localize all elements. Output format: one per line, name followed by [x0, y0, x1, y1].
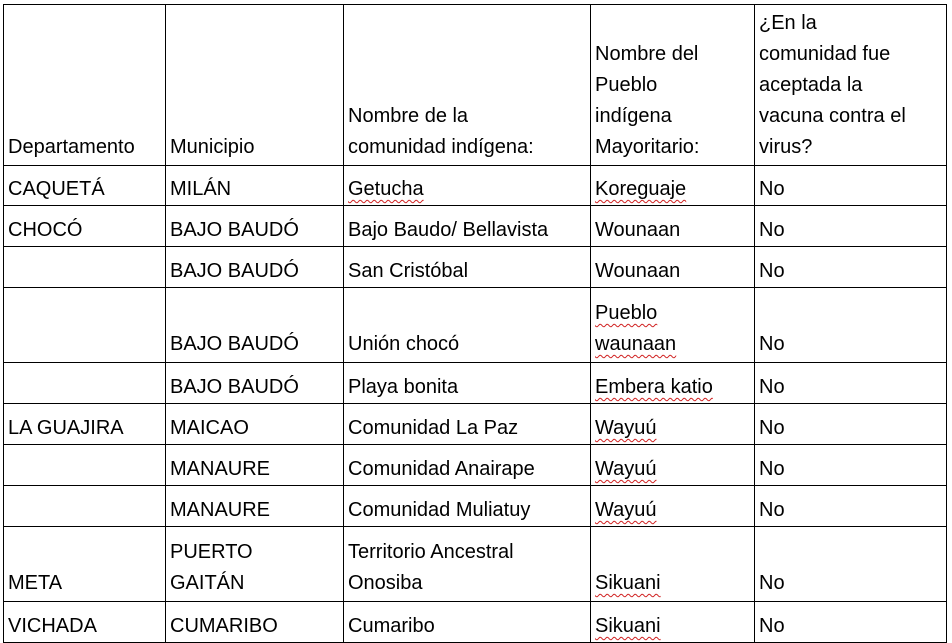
cell-departamento [4, 486, 166, 527]
cell-pueblo-text: Sikuani [595, 615, 661, 637]
cell-vacuna: No [755, 288, 947, 363]
cell-pueblo-text: Wayuú [595, 417, 657, 439]
cell-comunidad: Unión chocó [344, 288, 591, 363]
cell-pueblo: Wounaan [591, 247, 755, 288]
cell-departamento [4, 445, 166, 486]
cell-departamento: CAQUETÁ [4, 166, 166, 206]
cell-pueblo [591, 527, 755, 602]
cell-pueblo-text: Pueblo waunaan [595, 302, 677, 355]
cell-vacuna: No [755, 206, 947, 247]
header-comunidad: Nombre de la comunidad indígena: [344, 5, 591, 166]
cell-municipio: BAJO BAUDÓ [166, 288, 344, 363]
cell-vacuna: No [755, 247, 947, 288]
header-vacuna: ¿En la comunidad fue aceptada la vacuna contra el virus? [755, 5, 947, 166]
cell-municipio: MANAURE [166, 486, 344, 527]
cell-municipio: MAICAO [166, 404, 344, 445]
cell-municipio: BAJO BAUDÓ [166, 247, 344, 288]
table-row [4, 288, 947, 363]
cell-comunidad: San Cristóbal [344, 247, 591, 288]
cell-pueblo [591, 363, 755, 404]
cell-vacuna: No [755, 445, 947, 486]
cell-pueblo-text: Koreguaje [595, 178, 687, 200]
cell-vacuna: No [755, 363, 947, 404]
cell-departamento [4, 363, 166, 404]
table-row [4, 445, 947, 486]
cell-municipio: BAJO BAUDÓ [166, 363, 344, 404]
cell-comunidad: Cumaribo [344, 602, 591, 643]
table-row [4, 527, 947, 602]
cell-departamento [4, 247, 166, 288]
cell-departamento: CHOCÓ [4, 206, 166, 247]
cell-pueblo-text: Wayuú [595, 458, 657, 480]
cell-comunidad [344, 166, 591, 206]
cell-departamento: VICHADA [4, 602, 166, 643]
cell-departamento: META [4, 527, 166, 602]
cell-comunidad: Comunidad Anairape [344, 445, 591, 486]
table-row [4, 247, 947, 288]
cell-municipio: CUMARIBO [166, 602, 344, 643]
table-row [4, 363, 947, 404]
header-row [4, 5, 947, 166]
cell-pueblo [591, 445, 755, 486]
communities-table [3, 4, 947, 643]
table-row [4, 602, 947, 643]
cell-pueblo [591, 288, 755, 363]
cell-vacuna: No [755, 527, 947, 602]
table-row [4, 486, 947, 527]
header-departamento: Departamento [4, 5, 166, 166]
cell-comunidad: Bajo Baudo/ Bellavista [344, 206, 591, 247]
header-municipio: Municipio [166, 5, 344, 166]
cell-pueblo [591, 166, 755, 206]
table-row [4, 404, 947, 445]
cell-municipio: MANAURE [166, 445, 344, 486]
cell-pueblo: Wounaan [591, 206, 755, 247]
cell-vacuna: No [755, 486, 947, 527]
cell-vacuna: No [755, 602, 947, 643]
cell-pueblo [591, 404, 755, 445]
table-row [4, 206, 947, 247]
cell-vacuna: No [755, 166, 947, 206]
cell-pueblo-text: Embera katio [595, 376, 713, 398]
cell-comunidad-text: Getucha [348, 178, 424, 200]
cell-departamento: LA GUAJIRA [4, 404, 166, 445]
cell-pueblo [591, 486, 755, 527]
table-row [4, 166, 947, 206]
cell-pueblo [591, 602, 755, 643]
cell-pueblo-text: Wayuú [595, 499, 657, 521]
cell-comunidad: Comunidad Muliatuy [344, 486, 591, 527]
cell-vacuna: No [755, 404, 947, 445]
cell-comunidad: Comunidad La Paz [344, 404, 591, 445]
header-pueblo: Nombre del Pueblo indígena Mayoritario: [591, 5, 755, 166]
cell-comunidad: Playa bonita [344, 363, 591, 404]
cell-municipio: PUERTO GAITÁN [166, 527, 344, 602]
cell-departamento [4, 288, 166, 363]
cell-comunidad: Territorio Ancestral Onosiba [344, 527, 591, 602]
cell-municipio: MILÁN [166, 166, 344, 206]
cell-municipio: BAJO BAUDÓ [166, 206, 344, 247]
cell-pueblo-text: Sikuani [595, 572, 661, 594]
